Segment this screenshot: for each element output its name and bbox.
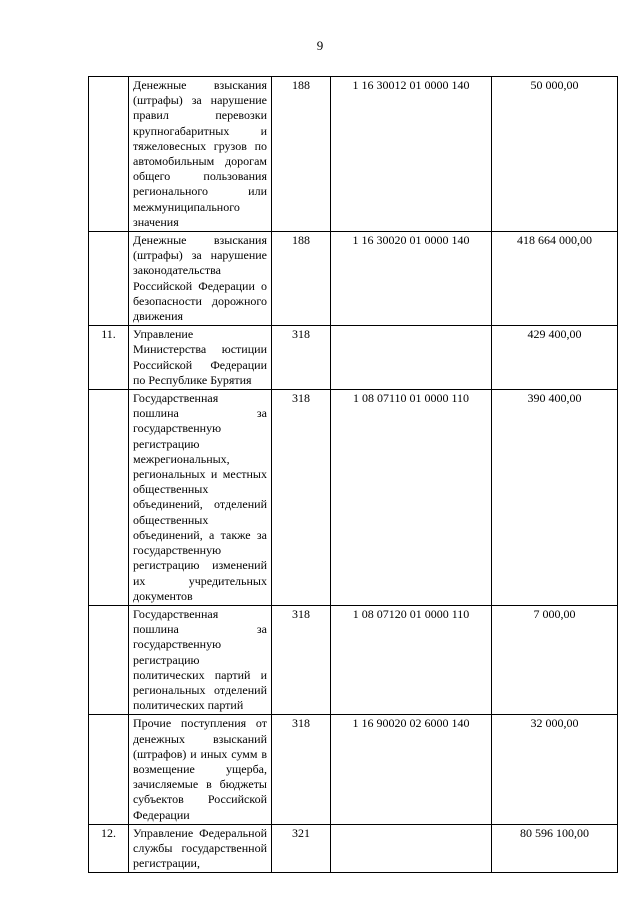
admin-code: 318 xyxy=(272,715,331,824)
admin-code: 318 xyxy=(272,326,331,390)
table-row xyxy=(89,77,618,232)
table-row xyxy=(89,605,618,714)
row-number: 12. xyxy=(89,824,129,873)
amount: 50 000,00 xyxy=(492,77,618,232)
admin-code: 188 xyxy=(272,77,331,232)
page-number: 9 xyxy=(316,38,324,53)
row-number xyxy=(89,715,129,824)
admin-code: 318 xyxy=(272,390,331,606)
row-number xyxy=(89,77,129,232)
row-number xyxy=(89,390,129,606)
amount: 80 596 100,00 xyxy=(492,824,618,873)
budget-classification-code: 1 16 90020 02 6000 140 xyxy=(331,715,492,824)
budget-classification-code: 1 08 07120 01 0000 110 xyxy=(331,605,492,714)
admin-code: 188 xyxy=(272,232,331,326)
budget-classification-code: 1 08 07110 01 0000 110 xyxy=(331,390,492,606)
revenue-name: Денежные взыскания (штрафы) за нарушение правил перевозки крупногабаритных и тяжеловесных грузов по автомобильным дорогам общего пользования регионального или межмуниципального значения xyxy=(129,77,272,232)
budget-classification-code: 1 16 30012 01 0000 140 xyxy=(331,77,492,232)
revenue-name: Управление Министерства юстиции Российской Федерации по Республике Бурятия xyxy=(129,326,272,390)
admin-code: 321 xyxy=(272,824,331,873)
revenue-name: Государственная пошлина за государственную регистрацию межрегиональных, региональных и местных общественных объединений, отделений общественных объединений, а также за государственную регистрацию изменений их учредительных документов xyxy=(129,390,272,606)
budget-classification-code: 1 16 30020 01 0000 140 xyxy=(331,232,492,326)
row-number xyxy=(89,232,129,326)
row-number: 11. xyxy=(89,326,129,390)
table-row xyxy=(89,326,618,390)
amount: 429 400,00 xyxy=(492,326,618,390)
table-row xyxy=(89,232,618,326)
revenue-name: Государственная пошлина за государственную регистрацию политических партий и региональных отделений политических партий xyxy=(129,605,272,714)
budget-classification-code xyxy=(331,824,492,873)
table-row xyxy=(89,715,618,824)
revenue-name: Денежные взыскания (штрафы) за нарушение законодательства Российской Федерации о безопасности дорожного движения xyxy=(129,232,272,326)
amount: 32 000,00 xyxy=(492,715,618,824)
revenue-name: Прочие поступления от денежных взысканий (штрафов) и иных сумм в возмещение ущерба, зачисляемые в бюджеты субъектов Российской Федерации xyxy=(129,715,272,824)
amount: 390 400,00 xyxy=(492,390,618,606)
revenue-name: Управление Федеральной службы государственной регистрации, xyxy=(129,824,272,873)
admin-code: 318 xyxy=(272,605,331,714)
table-row xyxy=(89,824,618,873)
budget-classification-code xyxy=(331,326,492,390)
row-number xyxy=(89,605,129,714)
table-row xyxy=(89,390,618,606)
amount: 7 000,00 xyxy=(492,605,618,714)
revenue-table xyxy=(88,76,618,873)
amount: 418 664 000,00 xyxy=(492,232,618,326)
